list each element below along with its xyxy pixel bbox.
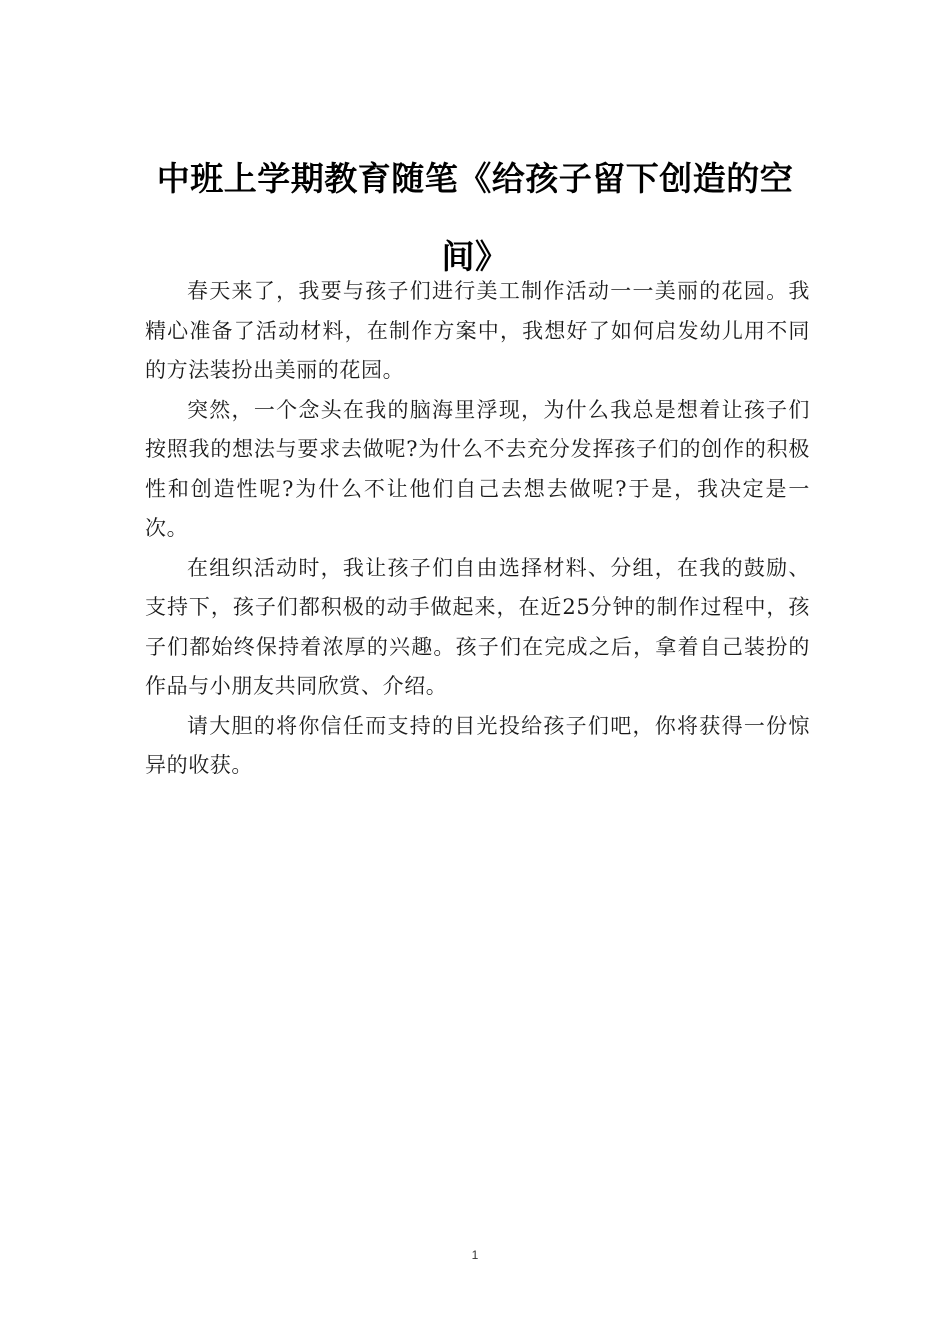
paragraph-1: 春天来了，我要与孩子们进行美工制作活动一一美丽的花园。我精心准备了活动材料，在制作方案中，我想好了如何启发幼儿用不同的方法装扮出美丽的花园。 (145, 279, 810, 382)
page-number: 1 (471, 1248, 479, 1262)
document-body (145, 272, 810, 786)
paragraph-2: 突然，一个念头在我的脑海里浮现，为什么我总是想着让孩子们按照我的想法与要求去做呢?为什么不去充分发挥孩子们的创作的积极性和创造性呢?为什么不让他们自己去想去做呢?于是，我决定是一次。 (145, 397, 810, 540)
paragraph-3: 在组织活动时，我让孩子们自由选择材料、分组，在我的鼓励、支持下，孩子们都积极的动手做起来，在近25分钟的制作过程中，孩子们都始终保持着浓厚的兴趣。孩子们在完成之后，拿着自己装扮的作品与小朋友共同欣赏、介绍。 (145, 555, 810, 698)
paragraph-4: 请大胆的将你信任而支持的目光投给孩子们吧，你将获得一份惊异的收获。 (145, 713, 810, 777)
document-title: 中班上学期教育随笔《给孩子留下创造的空间》 (156, 159, 794, 277)
